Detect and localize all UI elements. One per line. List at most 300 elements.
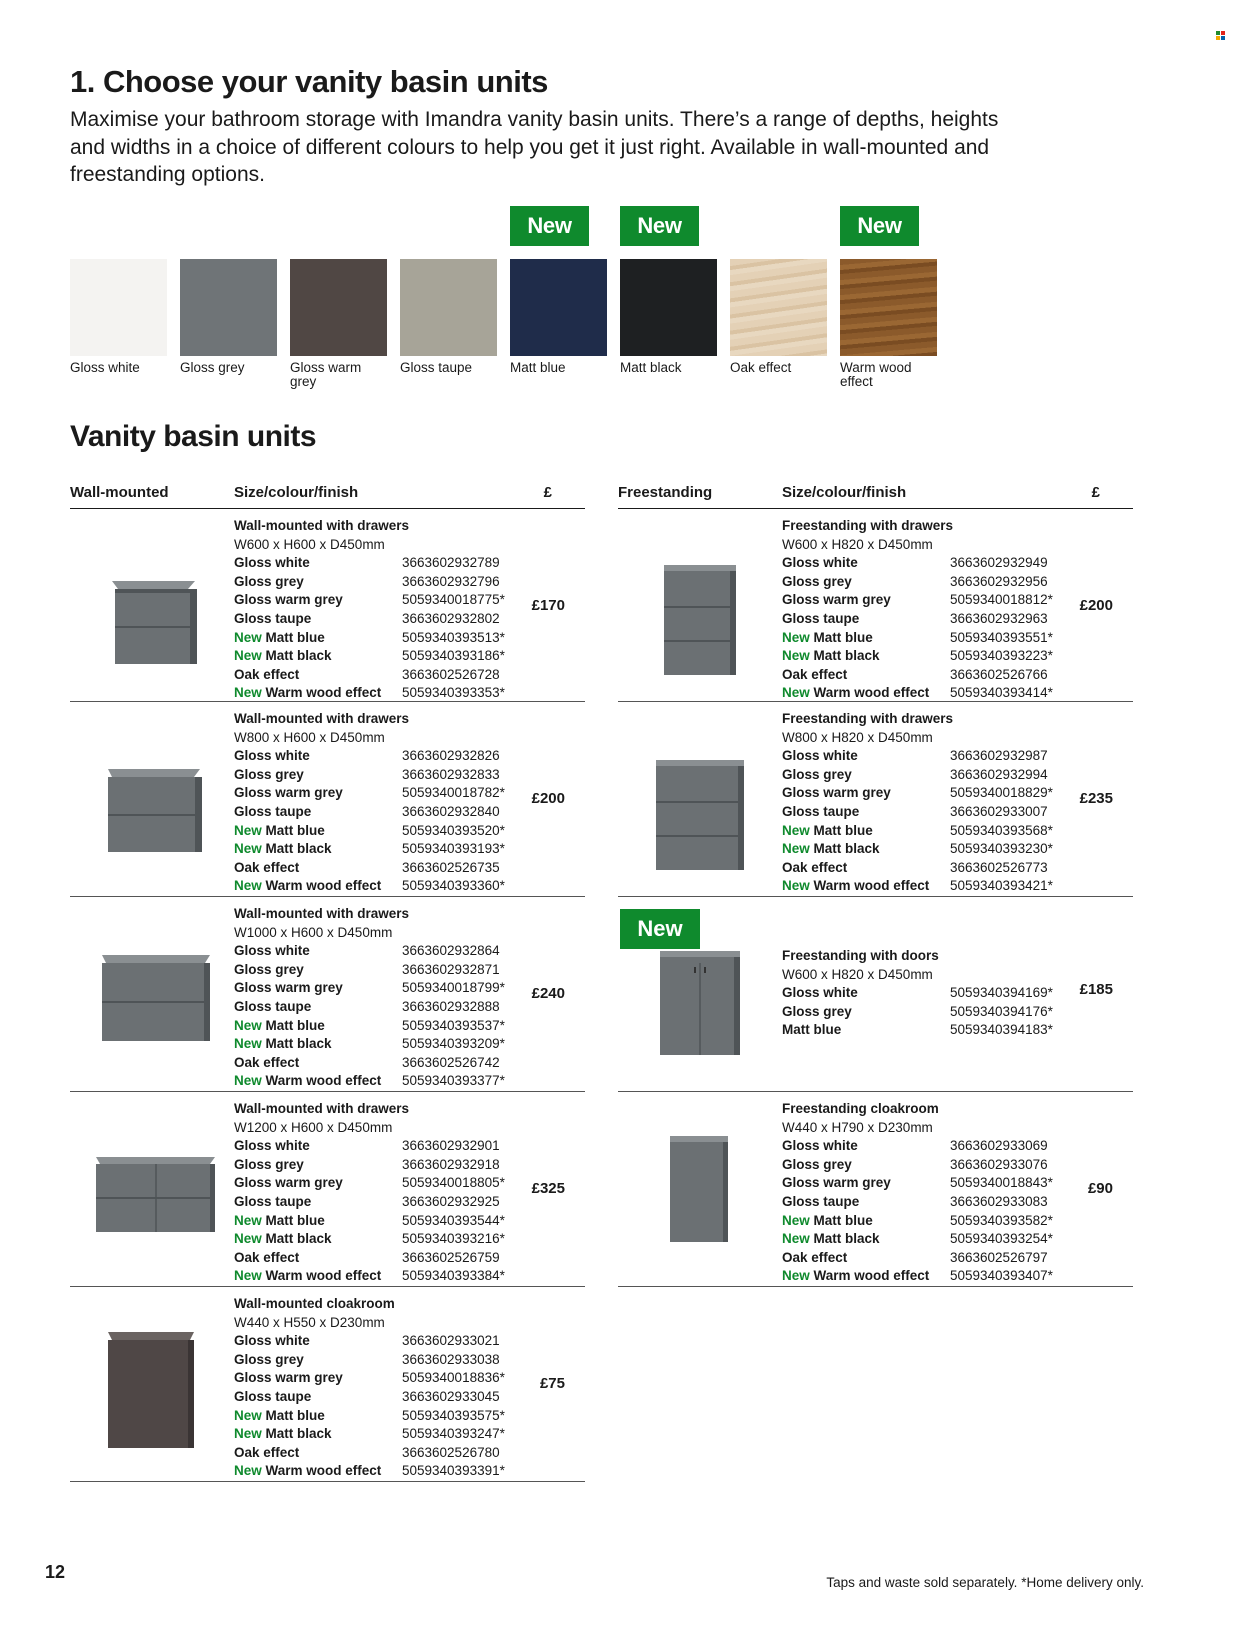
colour-chip xyxy=(840,259,937,356)
variant-name: Oak effect xyxy=(782,1249,848,1265)
page-number: 12 xyxy=(45,1562,66,1582)
table-row xyxy=(782,766,1048,785)
swatch-label: Gloss taupe xyxy=(400,360,473,375)
variant-name: New Warm wood effect xyxy=(782,878,930,894)
table-row xyxy=(782,573,1048,592)
product-code: 5059340018799* xyxy=(402,980,505,996)
product-dimensions: W440 x H790 x D230mm xyxy=(782,1119,933,1135)
price: £185 xyxy=(1079,981,1113,998)
product-title: Freestanding with doors xyxy=(782,948,939,963)
table-row xyxy=(782,591,1053,610)
product-code: 3663602526735 xyxy=(402,859,500,875)
product-image xyxy=(618,1132,773,1257)
variant-name: New Matt black xyxy=(782,1231,880,1247)
variant-name: New Warm wood effect xyxy=(782,1268,930,1284)
product-dimensions: W800 x H600 x D450mm xyxy=(234,729,385,745)
table-row xyxy=(234,1072,505,1091)
product-image xyxy=(70,937,225,1052)
table-row xyxy=(782,840,1053,859)
product-code: 3663602933038 xyxy=(402,1351,500,1367)
variant-name: New Warm wood effect xyxy=(234,1268,382,1284)
new-label: New xyxy=(782,878,814,894)
table-row xyxy=(234,942,500,961)
variant-name: New Matt blue xyxy=(234,1212,325,1228)
variant-name: Gloss warm grey xyxy=(782,785,891,801)
col-size-header: Size/colour/finish xyxy=(782,484,907,501)
product-info xyxy=(234,1100,505,1286)
variant-name: Gloss taupe xyxy=(234,803,312,819)
variant-name: Gloss grey xyxy=(782,1156,852,1172)
new-label: New xyxy=(234,1426,266,1442)
swatch-label: Gloss warm grey xyxy=(290,360,362,389)
product-info xyxy=(782,947,1053,1040)
product-code: 5059340393360* xyxy=(402,878,505,894)
product-code: 5059340393230* xyxy=(950,841,1053,857)
table-row xyxy=(782,1156,1048,1175)
colour-chip xyxy=(620,259,717,356)
product-code: 5059340393537* xyxy=(402,1017,505,1033)
table-row xyxy=(234,979,505,998)
product-code: 5059340393551* xyxy=(950,629,1053,645)
section-title: Vanity basin units xyxy=(70,420,317,453)
variant-name: Gloss grey xyxy=(234,961,304,977)
product-code: 5059340393391* xyxy=(402,1463,505,1479)
product-image xyxy=(70,747,225,862)
col-type-header: Freestanding xyxy=(618,484,713,501)
table-row xyxy=(234,610,500,629)
variant-name: Gloss taupe xyxy=(782,803,860,819)
product-code: 3663602933076 xyxy=(950,1156,1048,1172)
price: £170 xyxy=(531,597,565,614)
product-code: 5059340393193* xyxy=(402,841,505,857)
col-price-header: £ xyxy=(1091,484,1100,501)
table-row xyxy=(234,822,505,841)
product-code: 3663602932994 xyxy=(950,766,1048,782)
table-row xyxy=(782,1174,1053,1193)
new-label: New xyxy=(234,878,266,894)
product-code: 3663602932918 xyxy=(402,1156,500,1172)
product-title: Wall-mounted with drawers xyxy=(234,711,410,726)
table-header xyxy=(70,481,585,509)
table-row xyxy=(782,859,1048,878)
product-code: 5059340393353* xyxy=(402,685,505,701)
variant-name: New Matt blue xyxy=(234,822,325,838)
table-row xyxy=(782,877,1053,896)
variant-name: Gloss white xyxy=(782,985,858,1001)
variant-name: Gloss warm grey xyxy=(234,1175,343,1191)
product-code: 3663602932796 xyxy=(402,573,500,589)
product-group xyxy=(70,897,585,1092)
table-row xyxy=(782,629,1053,648)
colour-chip xyxy=(510,259,607,356)
price: £90 xyxy=(1087,1180,1113,1197)
product-code: 5059340393568* xyxy=(950,822,1053,838)
table-row xyxy=(234,1369,505,1388)
product-code: 3663602932826 xyxy=(402,748,500,764)
table-row xyxy=(234,666,500,685)
new-label: New xyxy=(782,1231,814,1247)
variant-name: Oak effect xyxy=(782,859,848,875)
product-title: Freestanding with drawers xyxy=(782,711,954,726)
wall-mounted-table xyxy=(70,481,585,1482)
product-code: 3663602526759 xyxy=(402,1249,500,1265)
new-label: New xyxy=(782,1212,814,1228)
product-code: 5059340393384* xyxy=(402,1268,505,1284)
product-code: 3663602932789 xyxy=(402,555,500,571)
new-label: New xyxy=(234,1407,266,1423)
product-code: 3663602932901 xyxy=(402,1138,500,1154)
product-group xyxy=(70,702,585,897)
new-label: New xyxy=(782,822,814,838)
variant-name: New Warm wood effect xyxy=(234,1463,382,1479)
table-row xyxy=(234,647,505,666)
new-badge: New xyxy=(510,206,589,246)
swatch-label: Warm wood effect xyxy=(840,360,912,389)
product-code: 5059340018775* xyxy=(402,592,505,608)
product-code: 3663602933021 xyxy=(402,1333,500,1349)
variant-name: New Matt blue xyxy=(782,629,873,645)
variant-name: Gloss taupe xyxy=(782,1193,860,1209)
variant-name: Gloss white xyxy=(234,748,310,764)
table-row xyxy=(234,1267,505,1286)
table-row xyxy=(782,822,1053,841)
new-label: New xyxy=(234,1268,266,1284)
table-row xyxy=(234,591,505,610)
variant-name: Gloss grey xyxy=(782,766,852,782)
product-group xyxy=(618,1092,1133,1287)
table-row xyxy=(234,784,505,803)
variant-name: Gloss white xyxy=(234,1138,310,1154)
variant-name: Oak effect xyxy=(234,666,300,682)
variant-name: New Matt blue xyxy=(782,1212,873,1228)
product-code: 5059340018829* xyxy=(950,785,1053,801)
product-code: 3663602526728 xyxy=(402,666,500,682)
table-row xyxy=(234,554,500,573)
product-code: 5059340393377* xyxy=(402,1073,505,1089)
product-code: 3663602932956 xyxy=(950,573,1048,589)
table-row xyxy=(782,554,1048,573)
product-code: 3663602526780 xyxy=(402,1444,500,1460)
product-dimensions: W600 x H600 x D450mm xyxy=(234,536,385,552)
product-code: 5059340393544* xyxy=(402,1212,505,1228)
product-code: 5059340393209* xyxy=(402,1036,505,1052)
variant-name: New Warm wood effect xyxy=(234,1073,382,1089)
variant-name: New Warm wood effect xyxy=(234,685,382,701)
product-code: 3663602526742 xyxy=(402,1054,500,1070)
product-code: 3663602932888 xyxy=(402,998,500,1014)
product-dimensions: W600 x H820 x D450mm xyxy=(782,966,933,982)
product-code: 5059340393582* xyxy=(950,1212,1053,1228)
variant-name: Gloss warm grey xyxy=(234,592,343,608)
new-label: New xyxy=(234,841,266,857)
table-row xyxy=(234,684,505,703)
table-row xyxy=(782,1212,1053,1231)
variant-name: Gloss white xyxy=(234,555,310,571)
swatch-label: Oak effect xyxy=(730,360,792,375)
variant-name: Gloss taupe xyxy=(234,610,312,626)
product-code: 3663602526766 xyxy=(950,666,1048,682)
product-code: 3663602932802 xyxy=(402,610,500,626)
variant-name: Gloss taupe xyxy=(234,1193,312,1209)
product-code: 3663602526797 xyxy=(950,1249,1048,1265)
product-dimensions: W440 x H550 x D230mm xyxy=(234,1314,385,1330)
product-info xyxy=(234,710,505,896)
variant-name: Gloss grey xyxy=(234,766,304,782)
product-image xyxy=(70,1137,225,1252)
swatch-label: Matt black xyxy=(620,360,682,375)
new-label: New xyxy=(234,1463,266,1479)
product-group xyxy=(618,702,1133,897)
product-dimensions: W600 x H820 x D450mm xyxy=(782,536,933,552)
new-label: New xyxy=(234,629,266,645)
variant-name: Gloss grey xyxy=(782,573,852,589)
product-info xyxy=(782,710,1053,896)
table-row xyxy=(782,747,1048,766)
table-row xyxy=(234,1388,500,1407)
table-row xyxy=(234,840,505,859)
variant-name: Gloss taupe xyxy=(234,1388,312,1404)
brand-logo xyxy=(1216,31,1226,41)
new-label: New xyxy=(234,1036,266,1052)
variant-name: New Matt black xyxy=(234,1231,332,1247)
product-group xyxy=(70,509,585,702)
table-row xyxy=(234,747,500,766)
new-badge: New xyxy=(620,909,700,949)
variant-name: Oak effect xyxy=(234,1249,300,1265)
product-title: Wall-mounted with drawers xyxy=(234,518,410,533)
product-code: 5059340393407* xyxy=(950,1268,1053,1284)
new-label: New xyxy=(234,685,266,701)
table-row xyxy=(234,1332,500,1351)
product-code: 5059340393520* xyxy=(402,822,505,838)
colour-swatches xyxy=(70,206,950,396)
table-row xyxy=(234,1193,500,1212)
product-info xyxy=(234,517,505,703)
product-image xyxy=(70,559,225,674)
product-image xyxy=(618,947,773,1072)
product-code: 5059340393186* xyxy=(402,648,505,664)
new-label: New xyxy=(782,1268,814,1284)
product-image xyxy=(618,559,773,684)
product-image xyxy=(70,1322,225,1457)
variant-name: New Warm wood effect xyxy=(234,878,382,894)
table-row xyxy=(234,961,500,980)
product-title: Wall-mounted with drawers xyxy=(234,906,410,921)
product-code: 3663602932864 xyxy=(402,943,500,959)
product-info xyxy=(782,517,1053,703)
table-row xyxy=(234,1425,505,1444)
variant-name: Gloss grey xyxy=(234,1156,304,1172)
product-code: 5059340394169* xyxy=(950,985,1053,1001)
new-label: New xyxy=(234,1212,266,1228)
table-row xyxy=(234,1017,505,1036)
variant-name: Gloss white xyxy=(234,943,310,959)
variant-name: Gloss taupe xyxy=(234,998,312,1014)
col-size-header: Size/colour/finish xyxy=(234,484,359,501)
colour-chip xyxy=(290,259,387,356)
table-row xyxy=(234,1156,500,1175)
variant-name: New Matt black xyxy=(782,648,880,664)
variant-name: Gloss grey xyxy=(782,1003,852,1019)
product-code: 5059340394176* xyxy=(950,1003,1053,1019)
variant-name: New Matt black xyxy=(782,841,880,857)
variant-name: Oak effect xyxy=(234,859,300,875)
variant-name: Gloss warm grey xyxy=(234,980,343,996)
variant-name: New Matt blue xyxy=(234,1017,325,1033)
price: £200 xyxy=(531,790,565,807)
new-label: New xyxy=(234,648,266,664)
new-badge: New xyxy=(620,206,699,246)
product-code: 5059340393414* xyxy=(950,685,1053,701)
product-code: 5059340393223* xyxy=(950,648,1053,664)
table-row xyxy=(782,1137,1048,1156)
variant-name: Oak effect xyxy=(234,1054,300,1070)
product-code: 5059340394183* xyxy=(950,1022,1053,1038)
table-row xyxy=(782,984,1053,1003)
table-row xyxy=(234,1462,505,1481)
swatch-label: Gloss grey xyxy=(180,360,245,375)
table-row xyxy=(234,629,505,648)
price: £325 xyxy=(531,1180,565,1197)
product-code: 5059340018805* xyxy=(402,1175,505,1191)
variant-name: New Matt blue xyxy=(234,629,325,645)
product-code: 3663602932840 xyxy=(402,803,500,819)
variant-name: Gloss grey xyxy=(234,1351,304,1367)
product-code: 3663602526773 xyxy=(950,859,1048,875)
table-row xyxy=(782,1230,1053,1249)
page-title: 1. Choose your vanity basin units xyxy=(70,64,548,99)
col-price-header: £ xyxy=(543,484,552,501)
variant-name: Oak effect xyxy=(234,1444,300,1460)
product-code: 5059340018812* xyxy=(950,592,1053,608)
new-label: New xyxy=(234,1073,266,1089)
product-image xyxy=(618,754,773,879)
table-row xyxy=(234,573,500,592)
variant-name: Gloss taupe xyxy=(782,610,860,626)
variant-name: New Matt blue xyxy=(234,1407,325,1423)
new-label: New xyxy=(234,1017,266,1033)
new-label: New xyxy=(782,648,814,664)
table-row xyxy=(234,1054,500,1073)
variant-name: New Matt black xyxy=(234,1036,332,1052)
variant-name: Gloss warm grey xyxy=(782,592,891,608)
new-label: New xyxy=(782,629,814,645)
colour-chip xyxy=(400,259,497,356)
product-code: 5059340393575* xyxy=(402,1407,505,1423)
product-title: Wall-mounted cloakroom xyxy=(234,1296,395,1311)
table-row xyxy=(234,859,500,878)
variant-name: New Matt black xyxy=(234,841,332,857)
price: £200 xyxy=(1079,597,1113,614)
product-info xyxy=(234,905,505,1091)
table-row xyxy=(782,1003,1053,1022)
product-code: 3663602932833 xyxy=(402,766,500,782)
product-code: 3663602933045 xyxy=(402,1388,500,1404)
product-info xyxy=(234,1295,505,1481)
variant-name: New Matt blue xyxy=(782,822,873,838)
product-title: Wall-mounted with drawers xyxy=(234,1101,410,1116)
product-code: 3663602933007 xyxy=(950,803,1048,819)
table-row xyxy=(234,803,500,822)
product-info xyxy=(782,1100,1053,1286)
table-row xyxy=(234,877,505,896)
product-dimensions: W1200 x H600 x D450mm xyxy=(234,1119,393,1135)
table-row xyxy=(782,803,1048,822)
colour-chip xyxy=(70,259,167,356)
variant-name: Gloss warm grey xyxy=(234,785,343,801)
table-row xyxy=(782,647,1053,666)
variant-name: Matt blue xyxy=(782,1022,842,1038)
product-group xyxy=(70,1092,585,1287)
table-header xyxy=(618,481,1133,509)
product-code: 5059340393421* xyxy=(950,878,1053,894)
variant-name: Gloss white xyxy=(782,748,858,764)
swatch-label: Matt blue xyxy=(510,360,566,375)
freestanding-table xyxy=(618,481,1133,1287)
price: £75 xyxy=(539,1375,565,1392)
product-code: 5059340393216* xyxy=(402,1231,505,1247)
product-code: 3663602932949 xyxy=(950,555,1048,571)
product-dimensions: W1000 x H600 x D450mm xyxy=(234,924,393,940)
swatch-label: Gloss white xyxy=(70,360,140,375)
intro-text: Maximise your bathroom storage with Imandra vanity basin units. There’s a range of depths, heights and widths in a choice of different colours to help you get it just right. Available in wall-mounted and freestanding options. xyxy=(70,108,999,186)
price: £235 xyxy=(1079,790,1113,807)
product-code: 5059340018836* xyxy=(402,1370,505,1386)
table-row xyxy=(234,766,500,785)
product-code: 5059340018843* xyxy=(950,1175,1053,1191)
table-row xyxy=(234,1249,500,1268)
table-row xyxy=(234,998,500,1017)
table-row xyxy=(782,610,1048,629)
product-code: 3663602932987 xyxy=(950,748,1048,764)
new-label: New xyxy=(234,1231,266,1247)
product-title: Freestanding with drawers xyxy=(782,518,954,533)
table-row xyxy=(782,666,1048,685)
colour-chip xyxy=(180,259,277,356)
table-row xyxy=(782,784,1053,803)
product-code: 5059340393254* xyxy=(950,1231,1053,1247)
product-code: 5059340018782* xyxy=(402,785,505,801)
new-badge: New xyxy=(840,206,919,246)
table-row xyxy=(234,1230,505,1249)
table-row xyxy=(782,1193,1048,1212)
table-row xyxy=(234,1035,505,1054)
variant-name: Gloss grey xyxy=(234,573,304,589)
variant-name: New Matt black xyxy=(234,648,332,664)
variant-name: Gloss white xyxy=(234,1333,310,1349)
product-code: 3663602933069 xyxy=(950,1138,1048,1154)
product-code: 3663602932963 xyxy=(950,610,1048,626)
new-label: New xyxy=(234,822,266,838)
variant-name: New Warm wood effect xyxy=(782,685,930,701)
table-row xyxy=(234,1212,505,1231)
product-dimensions: W800 x H820 x D450mm xyxy=(782,729,933,745)
price: £240 xyxy=(531,985,565,1002)
product-code: 3663602933083 xyxy=(950,1193,1048,1209)
variant-name: Gloss warm grey xyxy=(234,1370,343,1386)
product-code: 3663602932925 xyxy=(402,1193,500,1209)
table-row xyxy=(234,1174,505,1193)
col-type-header: Wall-mounted xyxy=(70,484,169,501)
variant-name: New Matt black xyxy=(234,1426,332,1442)
table-row xyxy=(234,1137,500,1156)
new-label: New xyxy=(782,841,814,857)
product-group xyxy=(618,897,1133,1092)
variant-name: Gloss white xyxy=(782,1138,858,1154)
table-row xyxy=(782,1021,1053,1040)
product-title: Freestanding cloakroom xyxy=(782,1101,939,1116)
variant-name: Oak effect xyxy=(782,666,848,682)
